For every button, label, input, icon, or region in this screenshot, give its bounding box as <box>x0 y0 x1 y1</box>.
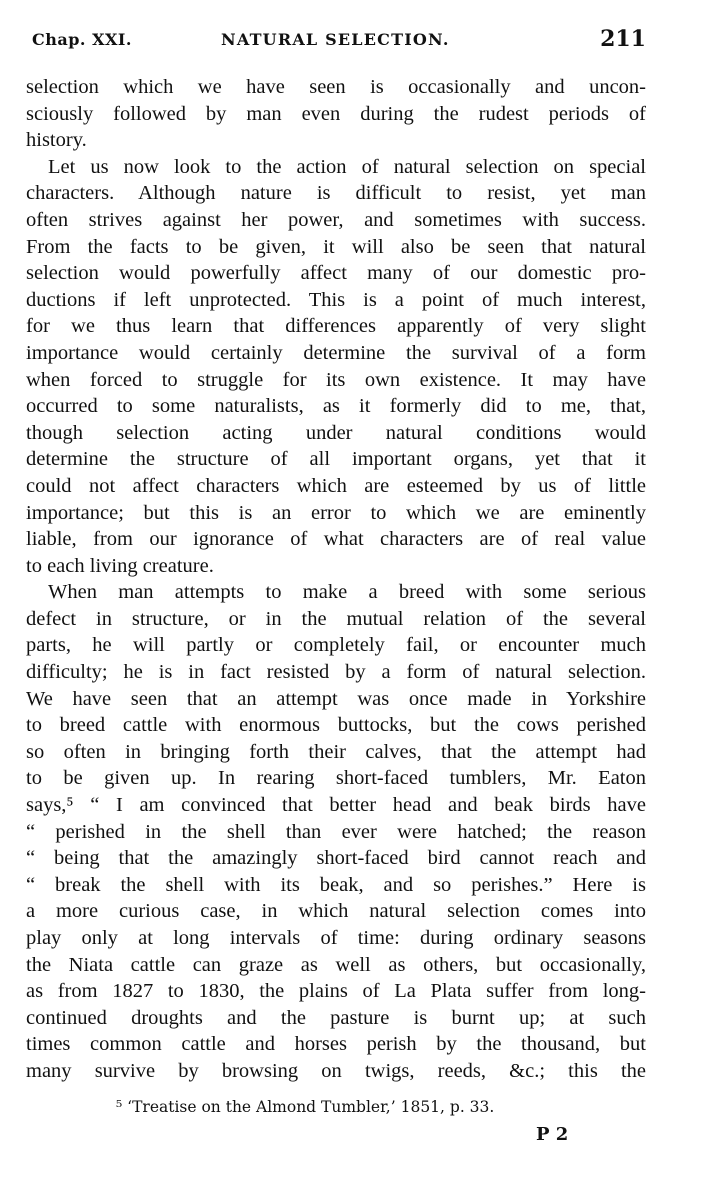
text-line: When man attempts to make a breed with some serious <box>48 581 646 604</box>
text-line: though selection acting under natural conditions would <box>26 421 646 444</box>
text-line: importance would certainly determine the survival of a form <box>26 341 646 364</box>
text-line: characters. Although nature is difficult to resist, yet man <box>26 182 646 205</box>
page-number: 211 <box>600 26 646 52</box>
text-line: play only at long intervals of time: during ordinary seasons <box>26 927 646 949</box>
book-page <box>26 26 646 1145</box>
text-line: difficulty; he is in fact resisted by a form of natural selection. <box>26 661 646 684</box>
text-line: ductions if left unprotected. This is a point of much interest, <box>26 288 646 311</box>
text-line: could not affect characters which are esteemed by us of little <box>26 474 646 497</box>
text-line: to be given up. In rearing short-faced tumblers, Mr. Eaton <box>26 767 646 790</box>
text-line: importance; but this is an error to which we are eminently <box>26 501 646 524</box>
footnote: ⁵ ‘Treatise on the Almond Tumbler,’ 1851, p. 33. <box>116 1098 495 1116</box>
text-line: determine the structure of all important organs, yet that it <box>26 448 646 471</box>
text-line: says,⁵ “ I am convinced that better head and beak birds have <box>26 794 646 817</box>
text-line: From the facts to be given, it will also be seen that natural <box>26 235 646 258</box>
signature-mark: P 2 <box>536 1124 569 1145</box>
text-line: to breed cattle with enormous buttocks, but the cows perished <box>26 714 646 737</box>
text-line: as from 1827 to 1830, the plains of La Plata suffer from long- <box>26 980 646 1003</box>
body-text <box>26 74 646 1085</box>
text-line: sciously followed by man even during the rudest periods of <box>26 102 646 125</box>
text-line: Let us now look to the action of natural selection on special <box>48 155 646 178</box>
text-line: when forced to struggle for its own existence. It may have <box>26 368 646 391</box>
text-line: liable, from our ignorance of what characters are of real value <box>26 528 646 551</box>
text-line: “ being that the amazingly short-faced bird cannot reach and <box>26 847 646 870</box>
text-line: “ break the shell with its beak, and so perishes.” Here is <box>26 873 646 896</box>
text-line: history. <box>26 129 87 152</box>
text-line: parts, he will partly or completely fail, or encounter much <box>26 634 646 657</box>
text-line: We have seen that an attempt was once made in Yorkshire <box>26 687 646 710</box>
text-line: “ perished in the shell than ever were hatched; the reason <box>26 820 646 843</box>
text-line: to each living creature. <box>26 554 214 577</box>
text-line: times common cattle and horses perish by the thousand, but <box>26 1033 646 1056</box>
text-line: many survive by browsing on twigs, reeds, &c.; this the <box>26 1059 646 1082</box>
running-header <box>26 26 646 56</box>
text-line: a more curious case, in which natural selection comes into <box>26 900 646 923</box>
running-title: NATURAL SELECTION. <box>221 30 450 49</box>
text-line: continued droughts and the pasture is burnt up; at such <box>26 1006 646 1029</box>
text-line: so often in bringing forth their calves, that the attempt had <box>26 740 646 763</box>
chapter-label: Chap. XXI. <box>32 30 132 49</box>
text-line: selection would powerfully affect many of our domestic pro- <box>26 262 646 285</box>
text-line: often strives against her power, and sometimes with success. <box>26 208 646 231</box>
text-line: defect in structure, or in the mutual relation of the several <box>26 607 646 630</box>
text-line: the Niata cattle can graze as well as others, but occasionally, <box>26 953 646 976</box>
text-line: for we thus learn that differences apparently of very slight <box>26 315 646 338</box>
text-line: occurred to some naturalists, as it formerly did to me, that, <box>26 395 646 418</box>
text-line: selection which we have seen is occasionally and uncon- <box>26 76 646 98</box>
